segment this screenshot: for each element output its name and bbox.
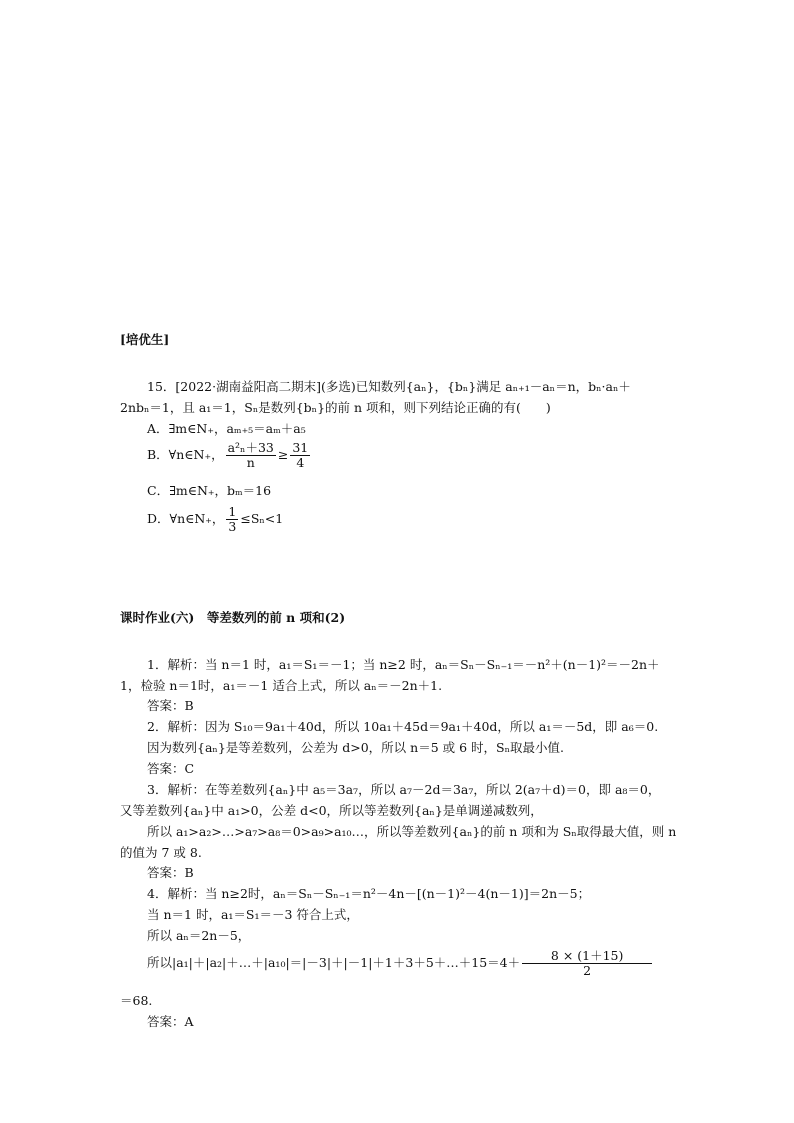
answer-4-line5: ＝68. <box>120 993 153 1008</box>
answer-2-key: 答案：C <box>147 761 195 776</box>
answer-4-line4 <box>147 948 654 978</box>
option-b-fraction <box>226 441 276 470</box>
answer-1-line2: 1，检验 n＝1时，a₁＝－1 适合上式，所以 aₙ＝－2n＋1. <box>120 678 443 693</box>
answer-2-line1: 2．解析：因为 S₁₀＝9a₁＋40d，所以 10a₁＋45d＝9a₁＋40d，所以 a₁＝－5d，即 a₆＝0. <box>147 719 659 734</box>
option-d-suffix: ≤Sₙ<1 <box>240 511 284 526</box>
option-d-numerator: 1 <box>228 504 237 519</box>
option-d-prefix: D．∀n∈N₊， <box>147 511 225 526</box>
answer-4-line2: 当 n＝1 时，a₁＝S₁＝－3 符合上式， <box>147 907 359 922</box>
answer-4-fraction-numerator: 8 × (1＋15) <box>522 949 652 964</box>
answer-1-key: 答案：B <box>147 698 194 713</box>
answer-3-line2: 又等差数列{aₙ}中 a₁>0，公差 d<0，所以等差数列{aₙ}是单调递减数列， <box>120 803 543 818</box>
option-b-rhs-fraction <box>290 441 310 470</box>
q15-stem-line2: 2nbₙ＝1，且 a₁＝1，Sₙ是数列{bₙ}的前 n 项和，则下列结论正确的有( ) <box>120 400 551 415</box>
answer-4-key: 答案：A <box>147 1014 194 1029</box>
answer-4-fraction-denominator: 2 <box>583 963 592 978</box>
answer-3-line3: 所以 a₁>a₂>…>a₇>a₈＝0>a₉>a₁₀…，所以等差数列{aₙ}的前 n 项和为 Sₙ取得最大值，则 n <box>147 824 677 839</box>
q15-stem-line1: 15．[2022·湖南益阳高二期末](多选)已知数列{aₙ}，{bₙ}满足 aₙ₊₁－aₙ＝n，bₙ·aₙ＋ <box>147 379 631 394</box>
q15-option-b <box>147 440 312 470</box>
option-b-denominator: n <box>246 455 255 470</box>
option-d-fraction <box>226 505 238 534</box>
answer-1-line1: 1．解析：当 n＝1 时，a₁＝S₁＝－1；当 n≥2 时，aₙ＝Sₙ－Sₙ₋₁＝－n²＋(n－1)²＝－2n＋ <box>147 657 660 672</box>
answer-4-fraction <box>522 949 652 978</box>
q15-option-d <box>147 504 283 534</box>
option-b-rhs-numerator: 31 <box>292 440 309 455</box>
answer-4-sum-prefix: 所以|a₁|＋|a₂|＋…＋|a₁₀|＝|－3|＋|－1|＋1＋3＋5＋…＋15＝4＋ <box>147 955 521 970</box>
answer-3-line1: 3．解析：在等差数列{aₙ}中 a₅＝3a₇，所以 a₇－2d＝3a₇，所以 2(a₇＋d)＝0，即 a₈＝0， <box>147 782 661 797</box>
answer-2-line2: 因为数列{aₙ}是等差数列，公差为 d>0，所以 n＝5 或 6 时，Sₙ取最小值. <box>147 740 564 755</box>
answer-4-line3: 所以 aₙ＝2n－5， <box>147 928 251 943</box>
answer-4-line1: 4．解析：当 n≥2时，aₙ＝Sₙ－Sₙ₋₁＝n²－4n－[(n－1)²－4(n－1)]＝2n－5； <box>147 886 591 901</box>
section-title: 课时作业(六) 等差数列的前 n 项和(2) <box>120 610 346 625</box>
option-d-denominator: 3 <box>228 519 237 534</box>
option-b-prefix: B．∀n∈N₊， <box>147 447 224 462</box>
q15-option-a: A．∃m∈N₊，aₘ₊₅＝aₘ＋a₅ <box>147 421 306 436</box>
answer-3-line4: 的值为 7 或 8. <box>120 845 202 860</box>
answer-3-key: 答案：B <box>147 865 194 880</box>
option-b-numerator: a²ₙ＋33 <box>227 440 274 455</box>
heading-peiyousheng: [培优生] <box>120 332 170 347</box>
q15-option-c: C．∃m∈N₊，bₘ＝16 <box>147 483 272 498</box>
option-b-relation: ≥ <box>277 447 289 462</box>
option-b-rhs-denominator: 4 <box>296 455 305 470</box>
